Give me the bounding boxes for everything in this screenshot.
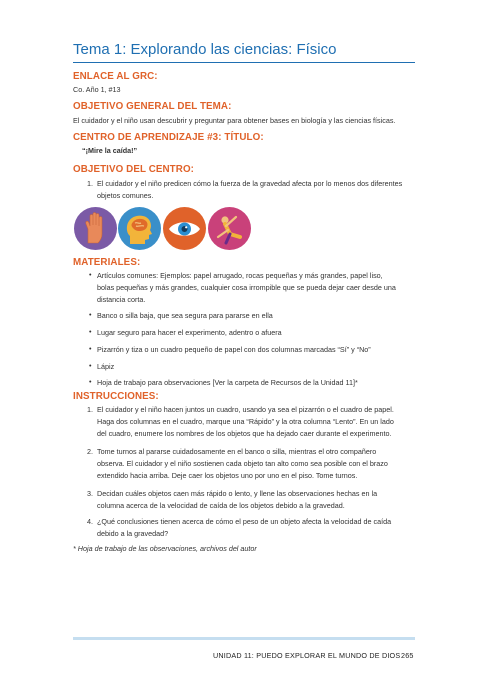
material-item: Lugar seguro para hacer el experimento, adentro o afuera <box>97 328 282 337</box>
title-underline <box>73 62 415 63</box>
material-item <box>97 270 396 307</box>
objetivo-general-heading: OBJETIVO GENERAL DEL TEMA: <box>73 101 232 112</box>
step-line: observa. El cuidador y el niño sostienen cada objeto tan alto como sea posible con el brazo <box>97 459 388 469</box>
instruction-step <box>97 404 394 441</box>
centro-title: “¡Mire la caída!” <box>82 146 138 155</box>
brain-head-icon <box>118 207 161 250</box>
step-line: Decidan cuáles objetos caen más rápido o lento, y llene las observaciones hechas en la <box>97 489 378 498</box>
step-number: 1. <box>87 405 93 414</box>
step-number: 3. <box>87 489 93 498</box>
footnote: * Hoja de trabajo de las observaciones, archivos del autor <box>73 544 257 553</box>
footer-rule <box>73 637 415 640</box>
bullet: • <box>89 377 92 386</box>
instrucciones-heading: INSTRUCCIONES: <box>73 391 159 402</box>
page-number: 265 <box>401 651 414 660</box>
bullet: • <box>89 327 92 336</box>
instruction-step <box>97 488 377 512</box>
objetivo-centro-line: El cuidador y el niño predicen cómo la fuerza de la gravedad afecta por lo menos dos diferentes <box>97 179 403 188</box>
step-line: Haga dos columnas en el cuadro, marque una “Rápido” y la otra columna “Lento”. En un lado <box>97 417 394 427</box>
step-line: El cuidador y el niño hacen juntos un cuadro, usando ya sea el pizarrón o el cuadro de papel. <box>97 405 394 414</box>
step-line: del cuadro, enumere los nombres de los objetos que ha dejado caer durante el experimento. <box>97 429 392 439</box>
step-line: extendido hacia arriba. Deje caer los objetos uno por uno en el piso. Tome turnos. <box>97 471 358 481</box>
materiales-heading: MATERIALES: <box>73 257 141 268</box>
page-title: Tema 1: Explorando las ciencias: Físico <box>73 41 337 58</box>
centro-heading: CENTRO DE APRENDIZAJE #3: TÍTULO: <box>73 132 264 143</box>
step-line: debido a la gravedad? <box>97 529 169 539</box>
bullet: • <box>89 310 92 319</box>
bullet: • <box>89 270 92 279</box>
hand-icon <box>74 207 117 250</box>
instruction-step <box>97 516 391 540</box>
objetivo-centro-heading: OBJETIVO DEL CENTRO: <box>73 164 195 175</box>
material-item: Pizarrón y tiza o un cuadro pequeño de papel con dos columnas marcadas “Sí” y “No” <box>97 345 371 354</box>
step-number: 4. <box>87 517 93 526</box>
material-line: bolas pequeñas y más grandes, cualquier cosa irrompible que se pueda dejar caer desde una <box>97 283 396 293</box>
material-line: Artículos comunes: Ejemplos: papel arrugado, rocas pequeñas y más grandes, papel liso, <box>97 271 383 280</box>
footer-unit: UNIDAD 11: PUEDO EXPLORAR EL MUNDO DE DIOS <box>213 651 401 660</box>
bullet: • <box>89 361 92 370</box>
material-line: distancia corta. <box>97 295 146 305</box>
enlace-heading: ENLACE AL GRC: <box>73 71 158 82</box>
objetivo-centro-text <box>97 178 402 202</box>
enlace-text: Co. Año 1, #13 <box>73 85 121 94</box>
instruction-step <box>97 446 388 483</box>
material-item: Lápiz <box>97 362 115 371</box>
material-item: Banco o silla baja, que sea segura para pararse en ella <box>97 311 273 320</box>
objetivo-general-text: El cuidador y el niño usan descubrir y preguntar para obtener bases en biología y las ciencias físicas. <box>73 116 396 125</box>
objetivo-centro-line: objetos comunes. <box>97 191 154 201</box>
material-item: Hoja de trabajo para observaciones [Ver la carpeta de Recursos de la Unidad 11]* <box>97 378 358 387</box>
objetivo-centro-number: 1. <box>87 179 93 188</box>
step-line: columna acerca de la velocidad de caída de los objetos debido a la gravedad. <box>97 501 345 511</box>
step-line: ¿Qué conclusiones tienen acerca de cómo el peso de un objeto afecta la velocidad de caída <box>97 517 392 526</box>
skill-icons <box>74 207 274 251</box>
step-number: 2. <box>87 447 93 456</box>
eye-icon <box>163 207 206 250</box>
bullet: • <box>89 344 92 353</box>
person-stretch-icon <box>208 207 251 250</box>
step-line: Tome turnos al pararse cuidadosamente en el banco o silla, mientras el otro compañero <box>97 447 377 456</box>
